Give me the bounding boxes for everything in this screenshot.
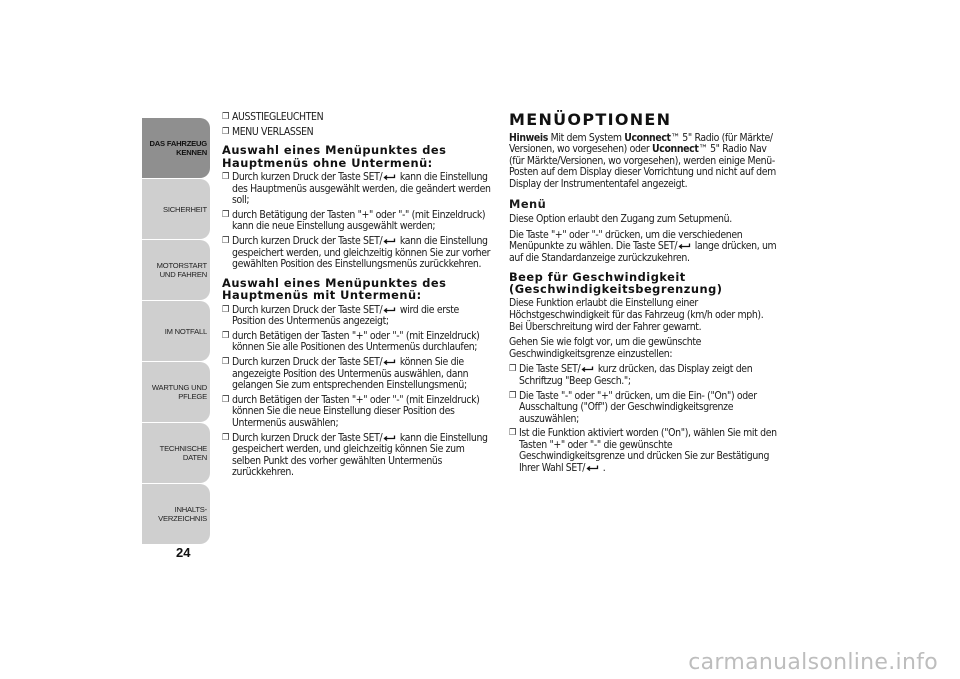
bullet-box-icon: ❒ bbox=[509, 364, 516, 375]
section-heading: Auswahl eines Menüpunktes des Hauptmenüs ohne Untermenü: bbox=[222, 143, 447, 170]
bullet-box-icon: ❒ bbox=[222, 235, 229, 246]
watermark: carmanualsonline.info bbox=[688, 650, 938, 675]
tab-inhaltsverzeichnis[interactable]: INHALTS-VERZEICHNIS bbox=[142, 484, 210, 544]
list-item: ❒ Ist die Funktion aktiviert worden ("On"), wählen Sie mit den Tasten "+" oder "-" die gewünschte Geschwindigkeitsgrenze und drücken Sie zur Bestätigung Ihrer Wahl SET/ . bbox=[509, 427, 777, 475]
bullet-box-icon: ❒ bbox=[222, 432, 229, 443]
paragraph: Diese Funktion erlaubt die Einstellung einer Höchstgeschwindigkeit für das Fahrzeug (km/h oder mph). Bei Überschreitung wird der Fahrer gewarnt. bbox=[509, 297, 764, 333]
paragraph: Diese Option erlaubt den Zugang zum Setupmenü. bbox=[509, 213, 732, 226]
bullet-box-icon: ❒ bbox=[222, 172, 229, 182]
bullet-box-icon: ❒ bbox=[222, 394, 229, 405]
list-item: ❒ durch Betätigung der Tasten "+" oder "-" (mit Einzeldruck) kann die neue Einstellung ausgewählt werden; bbox=[222, 208, 486, 233]
page-title: MENÜOPTIONEN bbox=[509, 110, 672, 129]
list-item: ❒ Durch kurzen Druck der Taste SET/ kann die Einstellung gespeichert werden, und gleichzeitig können Sie zum selben Punkt des vorher gewählten Untermenüs zurückkehren. bbox=[222, 431, 488, 479]
bullet-box-icon: ❒ bbox=[222, 330, 229, 341]
section-heading: Menü bbox=[509, 196, 547, 211]
chapter-sidebar bbox=[142, 118, 210, 545]
bullet-box-icon: ❒ bbox=[222, 126, 229, 137]
paragraph: Gehen Sie wie folgt vor, um die gewünschte Geschwindigkeitsgrenze einzustellen: bbox=[509, 336, 702, 360]
list-item: ❒ MENU VERLASSEN bbox=[222, 125, 314, 138]
list-item: ❒ durch Betätigen der Tasten "+" oder "-" (mit Einzeldruck) können Sie die neue Einstellung dieser Position des Untermenüs auswählen; bbox=[222, 393, 480, 429]
tab-das-fahrzeug-kennen[interactable]: DAS FAHRZEUG KENNEN bbox=[142, 118, 210, 178]
tab-sicherheit[interactable]: SICHERHEIT bbox=[142, 179, 210, 239]
list-item: ❒ AUSSTIEGLEUCHTEN bbox=[222, 111, 324, 123]
list-item: ❒ Die Taste "-" oder "+" drücken, um die Ein- ("On") oder Ausschaltung ("Off") der Geschwindigkeitsgrenze auszuwählen; bbox=[509, 389, 757, 425]
list-item: ❒ Durch kurzen Druck der Taste SET/ kann die Einstellung des Hauptmenüs ausgewählt werden, die geändert werden soll; bbox=[222, 171, 491, 207]
enter-return-icon bbox=[383, 435, 396, 442]
enter-return-icon bbox=[586, 465, 599, 472]
tab-im-notfall[interactable]: IM NOTFALL bbox=[142, 301, 210, 361]
list-item: ❒ Durch kurzen Druck der Taste SET/ kann die Einstellung gespeichert werden, und gleichzeitig können Sie zur vorher gewählten Position des Einstellungsmenüs zurückkehren. bbox=[222, 234, 491, 271]
enter-return-icon bbox=[383, 359, 396, 366]
enter-return-icon bbox=[581, 366, 594, 373]
tab-technische-daten[interactable]: TECHNISCHE DATEN bbox=[142, 423, 210, 483]
left-column bbox=[222, 112, 492, 482]
bullet-box-icon: ❒ bbox=[222, 356, 229, 367]
tab-wartung[interactable]: WARTUNG UND PFLEGE bbox=[142, 362, 210, 422]
page-number: 24 bbox=[176, 545, 191, 560]
paragraph: Die Taste "+" oder "-" drücken, um die verschiedenen Menüpunkte zu wählen. Die Taste SET/ lange drücken, um auf die Standardanzeige zurückzukehren. bbox=[509, 228, 777, 264]
bullet-box-icon: ❒ bbox=[509, 428, 516, 439]
enter-return-icon bbox=[678, 243, 691, 250]
section-heading: Beep für Geschwindigkeit (Geschwindigkeitsbegrenzung) bbox=[509, 269, 723, 296]
enter-return-icon bbox=[383, 307, 396, 314]
enter-return-icon bbox=[383, 238, 396, 245]
enter-return-icon bbox=[383, 174, 396, 181]
bullet-box-icon: ❒ bbox=[222, 304, 229, 315]
tab-motorstart[interactable]: MOTORSTART UND FAHREN bbox=[142, 240, 210, 300]
bullet-box-icon: ❒ bbox=[222, 209, 229, 220]
list-item: ❒ Die Taste SET/ kurz drücken, das Display zeigt den Schriftzug "Beep Gesch."; bbox=[509, 363, 753, 387]
note-paragraph: Hinweis Mit dem System Uconnect™ 5" Radio (für Märkte/ Versionen, wo vorgesehen) oder Uconnect™ 5" Radio Nav (für Märkte/Versionen, wo vorgesehen), werden einige Menü-Posten auf dem Display dieser Vorrichtung und nicht auf dem Display der Instrumententafel angezeigt. bbox=[509, 131, 776, 190]
bullet-box-icon: ❒ bbox=[222, 112, 229, 122]
bullet-box-icon: ❒ bbox=[509, 390, 516, 401]
right-column bbox=[509, 112, 777, 478]
list-item: ❒ Durch kurzen Druck der Taste SET/ wird die erste Position des Untermenüs angezeigt; bbox=[222, 303, 459, 328]
list-item: ❒ Durch kurzen Druck der Taste SET/ können Sie die angezeigte Position des Untermenüs auswählen, dann gelangen Sie zum entsprechenden Einstellungsmenü; bbox=[222, 355, 469, 392]
section-heading: Auswahl eines Menüpunktes des Hauptmenüs mit Untermenü: bbox=[222, 275, 447, 303]
list-item: ❒ durch Betätigen der Tasten "+" oder "-" (mit Einzeldruck) können Sie alle Positionen des Untermenüs durchlaufen; bbox=[222, 329, 480, 354]
